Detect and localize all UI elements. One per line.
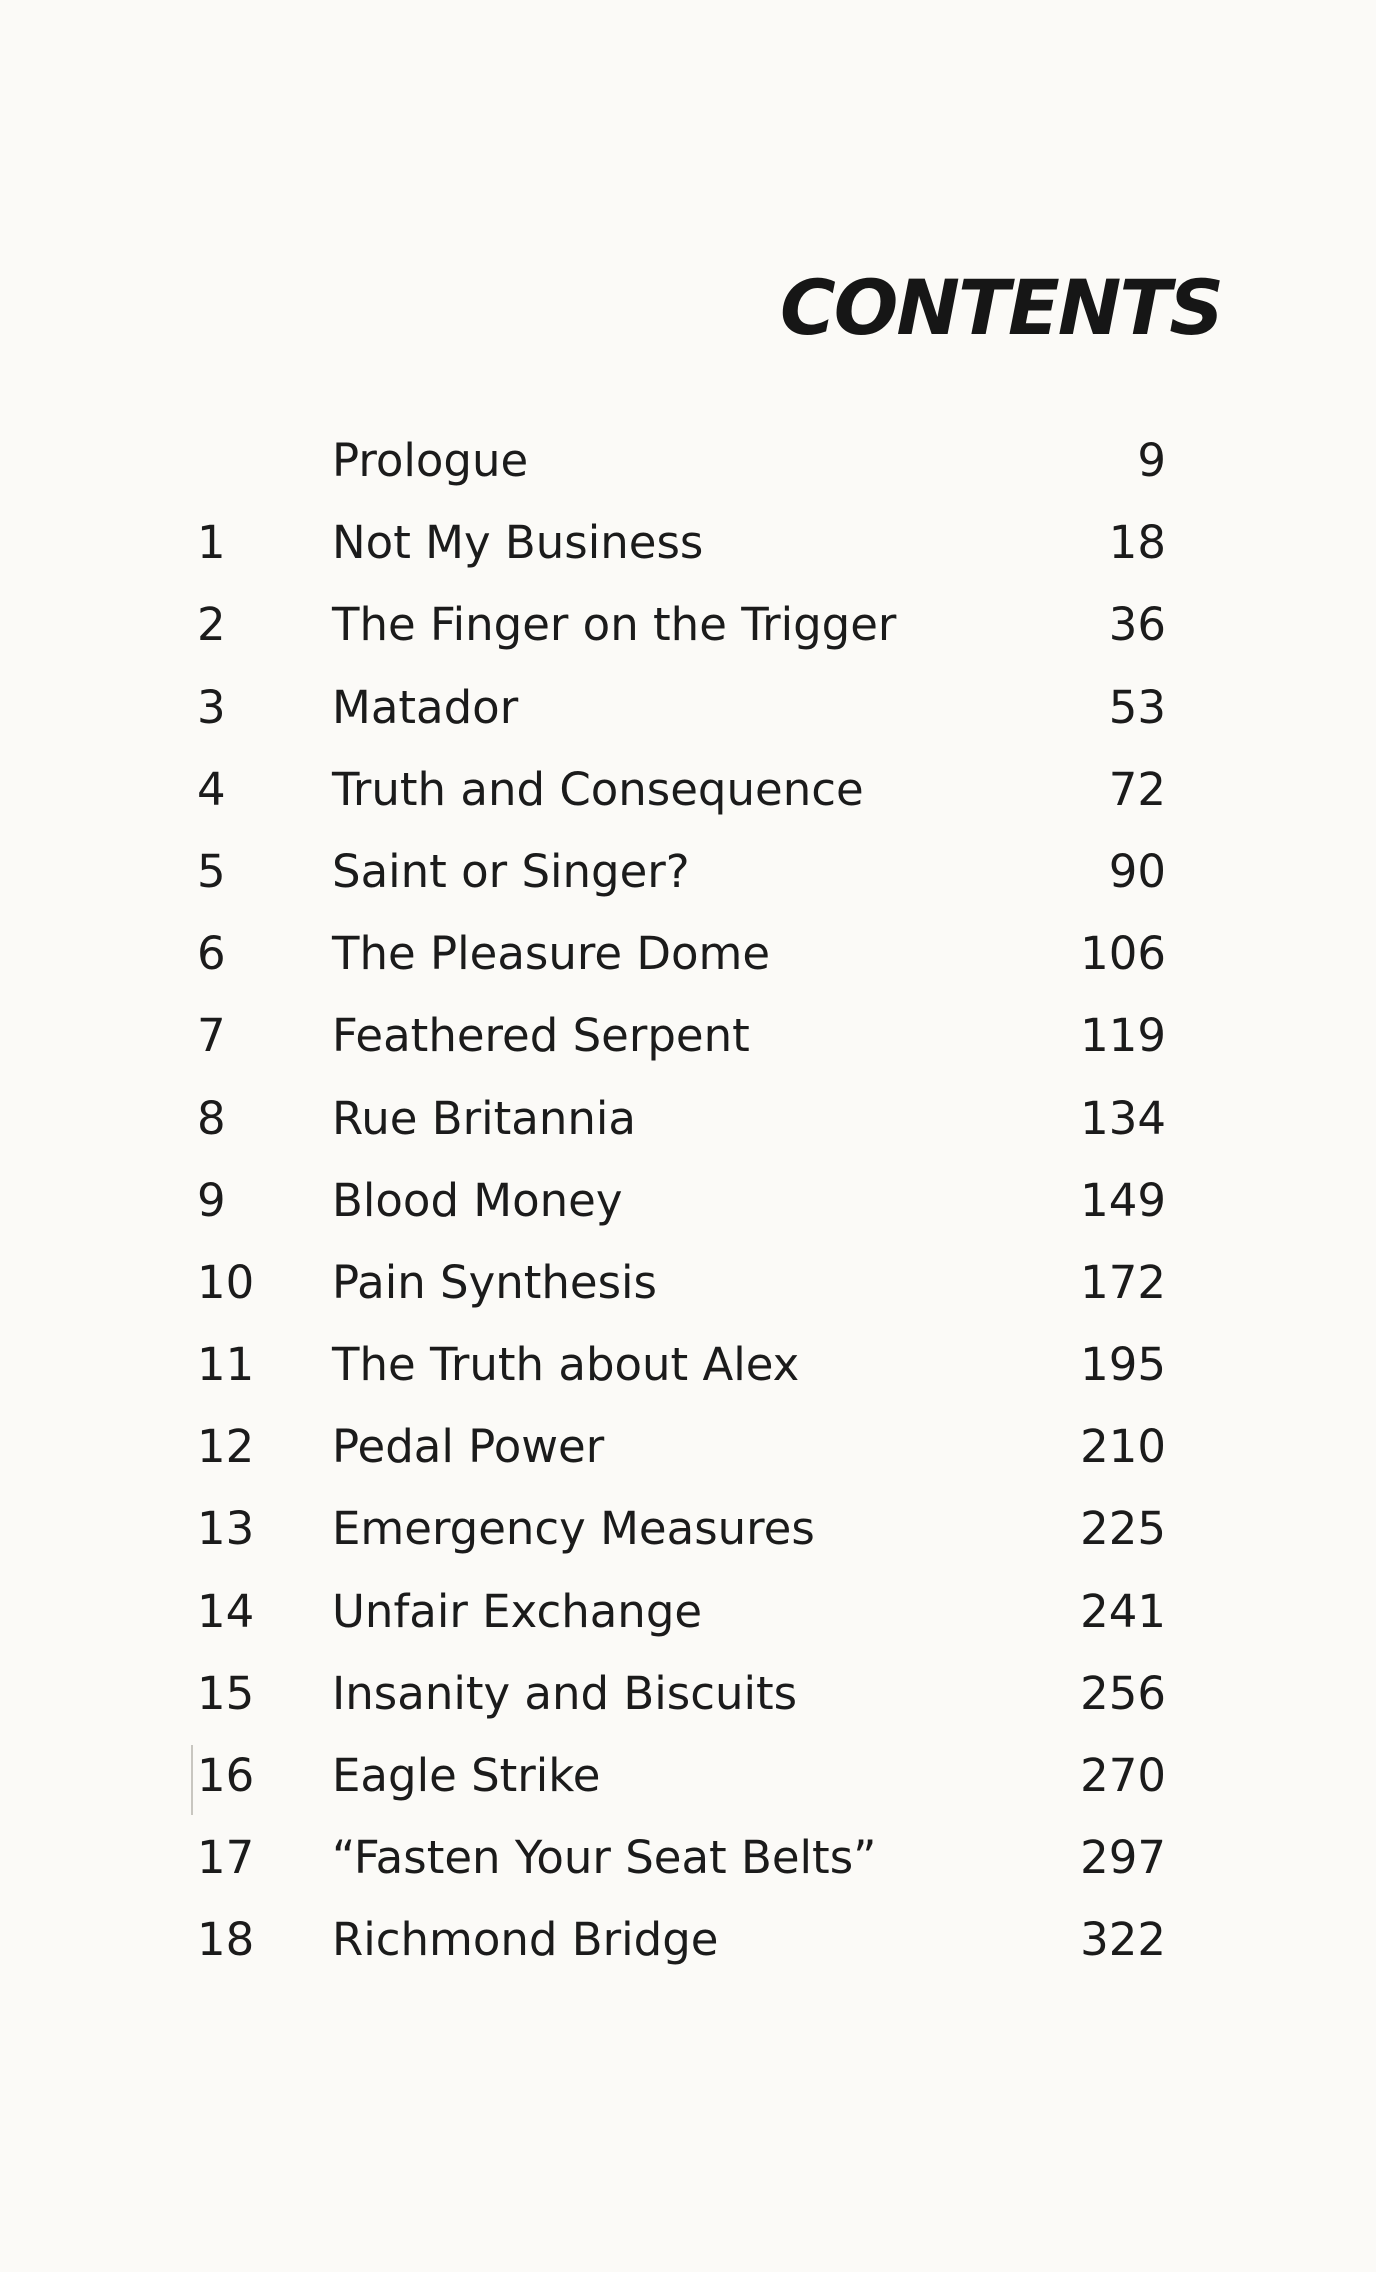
page-number: 106 xyxy=(1080,927,1166,981)
table-of-contents xyxy=(0,420,1376,1982)
page-number: 134 xyxy=(1080,1091,1166,1145)
toc-row-17 xyxy=(0,1817,1376,1899)
chapter-number: 17 xyxy=(197,1831,255,1885)
chapter-number: 11 xyxy=(197,1338,255,1392)
toc-row-2 xyxy=(0,584,1376,666)
page-number: 149 xyxy=(1080,1173,1166,1227)
toc-row-4 xyxy=(0,749,1376,831)
toc-row-11 xyxy=(0,1324,1376,1406)
chapter-number: 3 xyxy=(197,680,226,734)
chapter-title: Pedal Power xyxy=(332,1420,605,1474)
toc-row-6 xyxy=(0,913,1376,995)
toc-row-12 xyxy=(0,1406,1376,1488)
chapter-number: 15 xyxy=(197,1666,255,1720)
page-number: 256 xyxy=(1080,1666,1166,1720)
page-number: 18 xyxy=(1108,516,1166,570)
page-number: 322 xyxy=(1080,1913,1166,1967)
toc-row-14 xyxy=(0,1571,1376,1653)
page-number: 90 xyxy=(1108,844,1166,898)
chapter-number: 10 xyxy=(197,1255,255,1309)
chapter-title: Richmond Bridge xyxy=(332,1913,719,1967)
page-number: 9 xyxy=(1137,434,1166,487)
chapter-title: Blood Money xyxy=(332,1173,623,1227)
chapter-title: Pain Synthesis xyxy=(332,1255,657,1309)
contents-heading: CONTENTS xyxy=(780,263,1222,352)
chapter-number: 7 xyxy=(197,1009,226,1063)
chapter-number: 14 xyxy=(197,1584,255,1638)
chapter-number: 8 xyxy=(197,1091,226,1145)
toc-row-16 xyxy=(0,1735,1376,1817)
toc-row-13 xyxy=(0,1488,1376,1570)
toc-row-prologue xyxy=(0,420,1376,502)
chapter-title: Not My Business xyxy=(332,516,704,570)
toc-row-3 xyxy=(0,667,1376,749)
page-number: 225 xyxy=(1080,1502,1166,1556)
chapter-title: Eagle Strike xyxy=(332,1749,601,1802)
chapter-title: “Fasten Your Seat Belts” xyxy=(332,1831,877,1885)
chapter-title: Matador xyxy=(332,680,519,734)
chapter-title: Truth and Consequence xyxy=(332,762,864,816)
toc-row-1 xyxy=(0,502,1376,584)
toc-row-10 xyxy=(0,1242,1376,1324)
toc-row-7 xyxy=(0,995,1376,1077)
chapter-number: 12 xyxy=(197,1420,255,1474)
chapter-number: 4 xyxy=(197,762,226,816)
chapter-title: Feathered Serpent xyxy=(332,1009,750,1063)
toc-row-5 xyxy=(0,831,1376,913)
page-number: 36 xyxy=(1108,598,1166,652)
page-number: 119 xyxy=(1080,1009,1166,1063)
page-number: 241 xyxy=(1080,1584,1166,1638)
chapter-title: Prologue xyxy=(332,434,529,487)
toc-row-15 xyxy=(0,1653,1376,1735)
chapter-title: Emergency Measures xyxy=(332,1502,815,1556)
chapter-number: 2 xyxy=(197,598,226,652)
chapter-number: 5 xyxy=(197,844,226,898)
page-number: 297 xyxy=(1080,1831,1166,1885)
chapter-title: Insanity and Biscuits xyxy=(332,1666,798,1720)
chapter-title: The Truth about Alex xyxy=(332,1338,800,1392)
page-number: 210 xyxy=(1080,1420,1166,1474)
page-number: 72 xyxy=(1108,762,1166,816)
chapter-title: Saint or Singer? xyxy=(332,844,690,898)
chapter-number: 16 xyxy=(197,1749,255,1802)
toc-row-8 xyxy=(0,1078,1376,1160)
chapter-number: 1 xyxy=(197,516,226,570)
page-number: 195 xyxy=(1080,1338,1166,1392)
toc-row-9 xyxy=(0,1160,1376,1242)
page-number: 53 xyxy=(1108,680,1166,734)
toc-row-18 xyxy=(0,1899,1376,1981)
scan-mark xyxy=(191,1745,193,1815)
page-number: 172 xyxy=(1080,1255,1166,1309)
chapter-number: 13 xyxy=(197,1502,255,1556)
chapter-number: 9 xyxy=(197,1173,226,1227)
page-number: 270 xyxy=(1080,1749,1166,1802)
chapter-title: The Pleasure Dome xyxy=(332,927,771,981)
chapter-title: Rue Britannia xyxy=(332,1091,636,1145)
chapter-title: The Finger on the Trigger xyxy=(332,598,897,652)
chapter-number: 18 xyxy=(197,1913,255,1967)
chapter-title: Unfair Exchange xyxy=(332,1584,703,1638)
chapter-number: 6 xyxy=(197,927,226,981)
